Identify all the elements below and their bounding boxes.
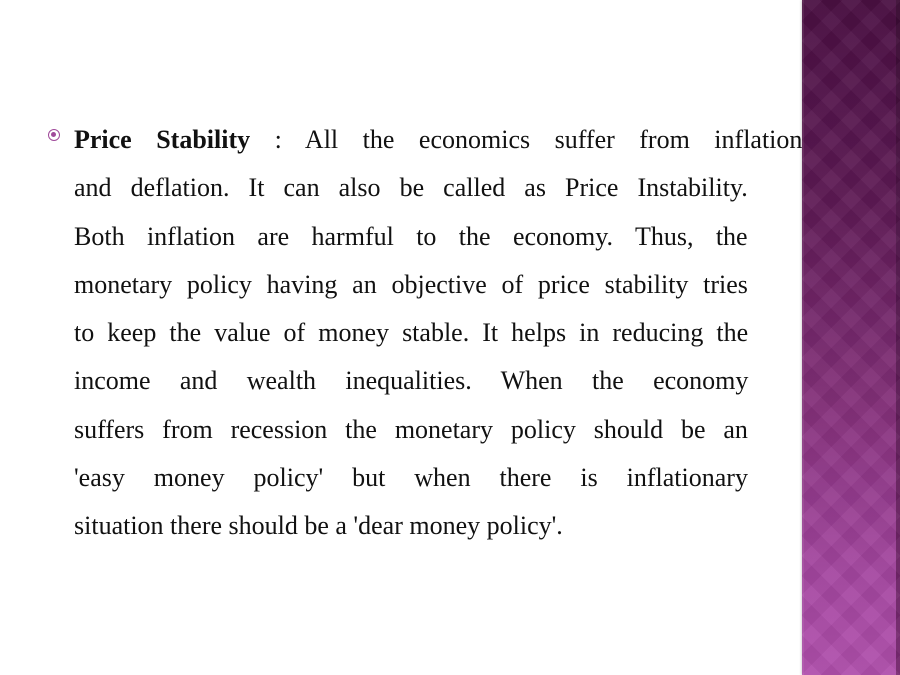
paragraph-line-1 <box>74 116 803 164</box>
line-text: monetary policy having an objective of price stability tries <box>74 269 748 299</box>
line-text: Both inflation are harmful to the economy. Thus, the <box>74 221 748 251</box>
bullet-paragraph <box>74 116 803 551</box>
line-text: situation there should be a 'dear money policy'. <box>74 511 563 541</box>
paragraph-line-2 <box>74 164 748 212</box>
paragraph-line-4 <box>74 261 748 309</box>
paragraph-line-3 <box>74 213 748 261</box>
decorative-side-bar <box>802 0 900 675</box>
bullet-heading: Price Stability <box>74 125 251 154</box>
paragraph-line-6 <box>74 357 748 405</box>
paragraph-line-7 <box>74 406 748 454</box>
side-bar-edge <box>896 0 900 675</box>
line-text: suffers from recession the monetary policy should be an <box>74 414 748 444</box>
paragraph-line-5 <box>74 309 748 357</box>
paragraph-line-8 <box>74 454 748 502</box>
line-text: and deflation. It can also be called as Price Instability. <box>74 173 748 203</box>
line-text: to keep the value of money stable. It helps in reducing the <box>74 318 749 348</box>
paragraph-line-9 <box>74 502 748 550</box>
line-text: : All the economics suffer from inflation <box>250 125 803 154</box>
circled-dot-bullet-icon <box>48 129 60 141</box>
line-text: 'easy money policy' but when there is inflationary <box>74 463 748 493</box>
line-text: income and wealth inequalities. When the economy <box>74 366 749 396</box>
